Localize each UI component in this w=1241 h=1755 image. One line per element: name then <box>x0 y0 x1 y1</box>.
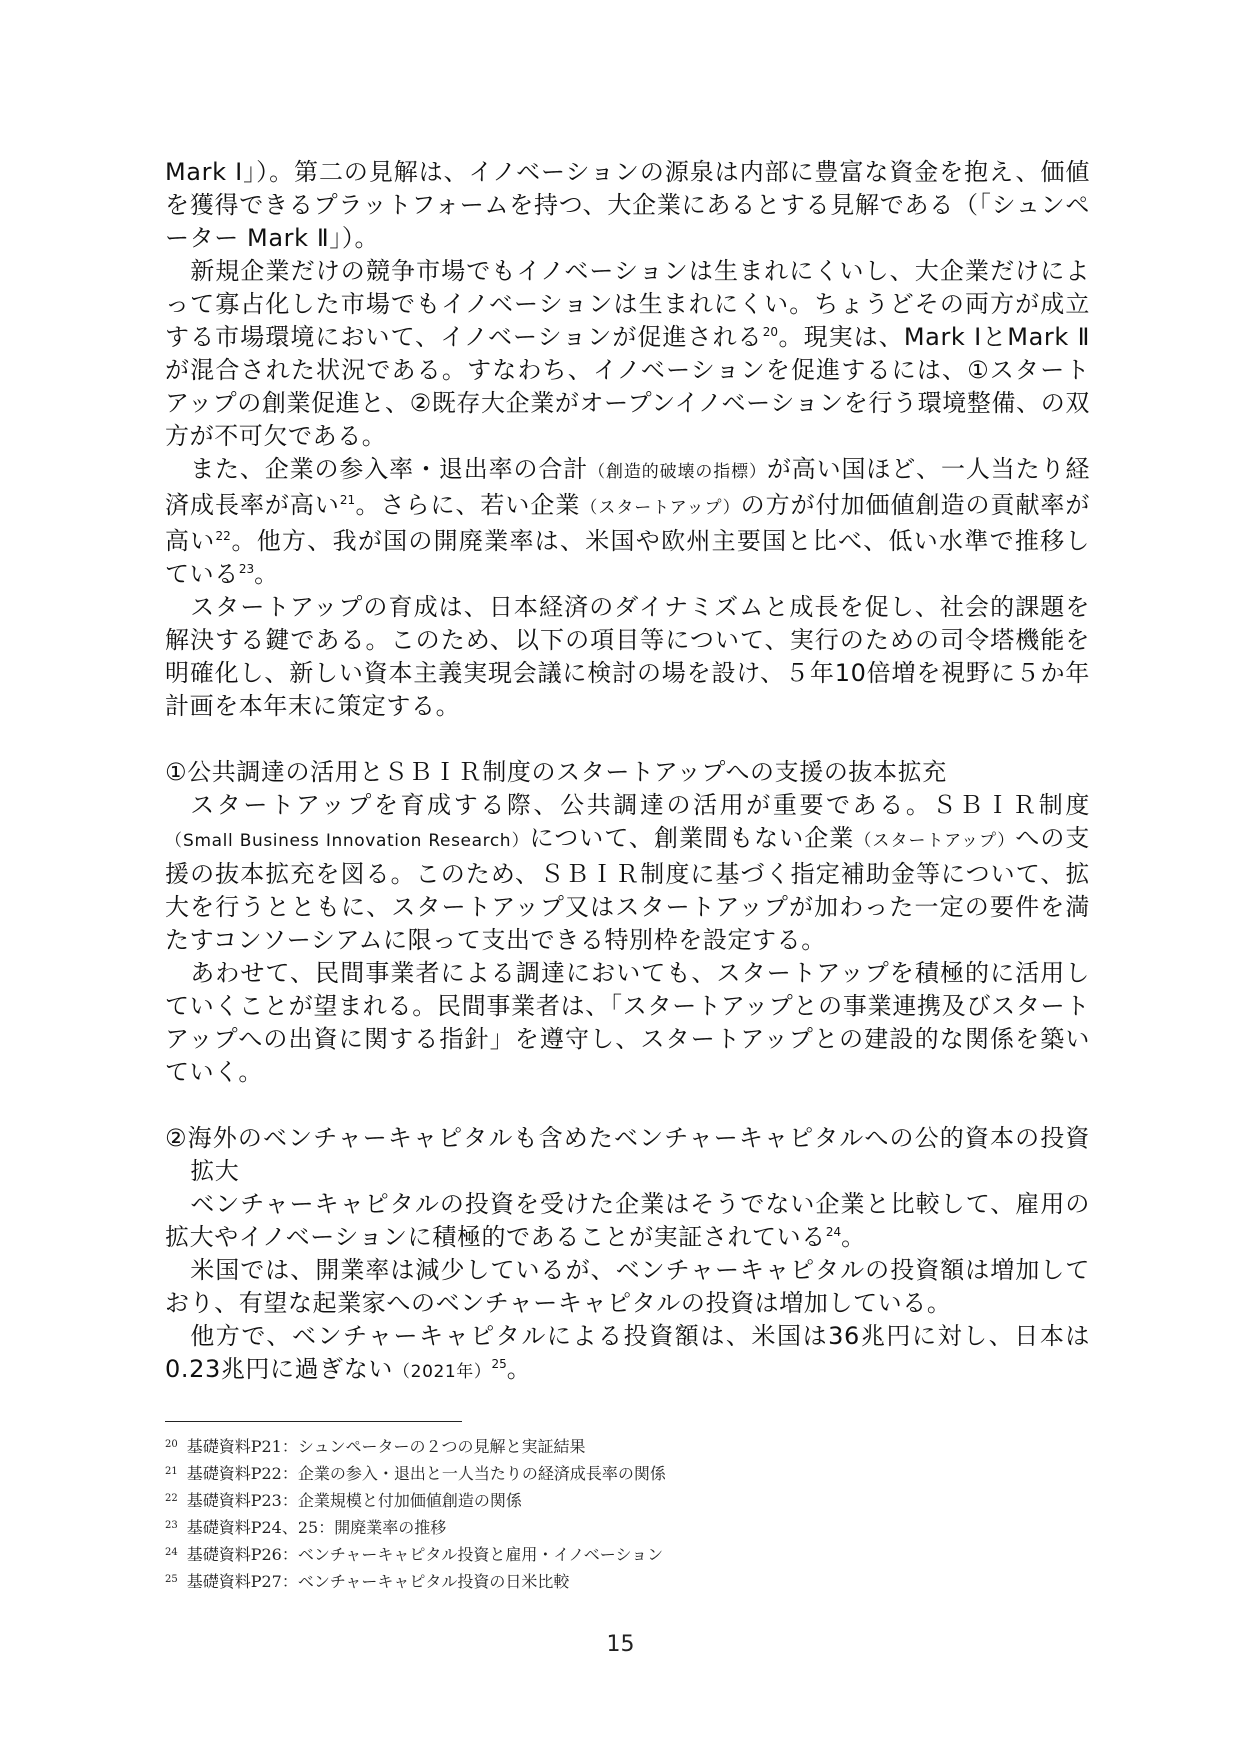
footnote-text: 基礎資料P23：企業規模と付加価値創造の関係 <box>186 1491 522 1510</box>
footnote-ref[interactable]: 20 <box>762 325 779 339</box>
footnote-number: 25 <box>165 1574 178 1585</box>
footnotes <box>165 1432 1090 1594</box>
footnote-text: 基礎資料P26：ベンチャーキャピタル投資と雇用・イノベーション <box>186 1545 664 1564</box>
paragraph-text: 。 <box>841 1223 866 1251</box>
footnote-number: 24 <box>165 1547 178 1558</box>
footnote-item <box>165 1513 1090 1540</box>
paragraph-text: ベンチャーキャピタルの投資を受けた企業はそうでない企業と比較して、雇用の拡大やイノベーションに積極的であることが実証されている <box>165 1190 1090 1251</box>
paragraph-text: について、創業間もない企業 <box>529 824 855 852</box>
paragraph-text: 。他方、我が国の開廃業率は、米国や欧州主要国と比べ、低い水準で推移している <box>165 527 1090 588</box>
parenthetical-note: （スタートアップ） <box>580 498 741 518</box>
blank-line <box>165 723 1090 756</box>
paragraph-text: Mark Ⅰ」）。第二の見解は、イノベーションの源泉は内部に豊富な資金を抱え、価値を獲得できるプラットフォームを持つ、大企業にあるとする見解である（「シュンペーター Mark Ⅱ」）。 <box>165 158 1090 252</box>
paragraph-text: 。さらに、若い企業 <box>355 491 581 519</box>
footnote-text: 基礎資料P27：ベンチャーキャピタル投資の日米比較 <box>186 1572 570 1591</box>
paragraph-text: 。 <box>506 1355 532 1383</box>
footnote-text: 基礎資料P24、25：開廃業率の推移 <box>186 1518 447 1537</box>
footnote-item <box>165 1486 1090 1513</box>
paragraph-vc-comparison <box>165 1320 1090 1389</box>
paragraph-text: スタートアップの育成は、日本経済のダイナミズムと成長を促し、社会的課題を解決する鍵である。このため、以下の項目等について、実行のための司令塔機能を明確化し、新しい資本主義実現会議に検討の場を設け、５年10倍増を視野に５か年計画を本年末に策定する。 <box>165 593 1090 720</box>
paragraph-text: スタートアップを育成する際、公共調達の活用が重要である。ＳＢＩＲ制度 <box>190 791 1090 819</box>
paragraph-private-procurement <box>165 957 1090 1089</box>
footnote-number: 22 <box>165 1493 178 1504</box>
paragraph-text: 。 <box>254 560 279 588</box>
parenthetical-note: （2021年） <box>393 1362 492 1382</box>
footnote-number: 20 <box>165 1439 178 1450</box>
footnote-text: 基礎資料P22：企業の参入・退出と一人当たりの経済成長率の関係 <box>186 1464 666 1483</box>
footnote-item <box>165 1540 1090 1567</box>
footnote-separator <box>165 1421 462 1422</box>
paragraph-text: 他方で、ベンチャーキャピタルによる投資額は、米国は36兆円に対し、日本は0.23兆円に過ぎない <box>165 1322 1090 1383</box>
footnote-item <box>165 1432 1090 1459</box>
footnote-item <box>165 1459 1090 1486</box>
footnote-number: 21 <box>165 1466 178 1477</box>
body-text <box>165 156 1090 1389</box>
paragraph-text: 。現実は、Mark ⅠとMark Ⅱが混合された状況である。すなわち、イノベーションを促進するには、①スタートアップの創業促進と、②既存大企業がオープンイノベーションを行う環境整備、の双方が不可欠である。 <box>165 323 1090 450</box>
paragraph-sbir <box>165 789 1090 957</box>
parenthetical-note: （創造的破壊の指標） <box>588 462 767 482</box>
paragraph-growth <box>165 453 1090 591</box>
paragraph-text: 米国では、開業率は減少しているが、ベンチャーキャピタルの投資額は増加しており、有望な起業家へのベンチャーキャピタルの投資は増加している。 <box>165 1256 1090 1317</box>
footnote-ref[interactable]: 25 <box>491 1357 507 1371</box>
footnote-ref[interactable]: 24 <box>825 1225 842 1239</box>
paragraph-text: あわせて、民間事業者による調達においても、スタートアップを積極的に活用していくことが望まれる。民間事業者は、「スタートアップとの事業連携及びスタートアップへの出資に関する指針」を遵守し、スタートアップとの建設的な関係を築いていく。 <box>165 959 1090 1086</box>
footnote-ref[interactable]: 22 <box>215 529 231 543</box>
section-heading-1: ①公共調達の活用とＳＢＩＲ制度のスタートアップへの支援の抜本拡充 <box>165 758 947 786</box>
paragraph-text: の方が付加価値創造の貢献率が高い <box>165 491 1090 555</box>
footnote-text: 基礎資料P21：シュンペーターの２つの見解と実証結果 <box>186 1437 586 1456</box>
paragraph-continued <box>165 156 1090 255</box>
footnote-ref[interactable]: 23 <box>238 562 255 576</box>
paragraph-text: また、企業の参入率・退出率の合計 <box>190 455 589 483</box>
page-number: 15 <box>606 1632 635 1657</box>
paragraph-startup-plan <box>165 591 1090 723</box>
footnote-ref[interactable]: 21 <box>339 493 356 507</box>
paragraph-text: 新規企業だけの競争市場でもイノベーションは生まれにくいし、大企業だけによって寡占化した市場でもイノベーションは生まれにくい。ちょうどその両方が成立する市場環境において、イノベーションが促進される <box>165 257 1090 351</box>
parenthetical-note: （スタートアップ） <box>854 831 1016 851</box>
paragraph-markets <box>165 255 1090 453</box>
parenthetical-note: （Small Business Innovation Research） <box>165 831 530 851</box>
paragraph-vc-employment <box>165 1188 1090 1254</box>
footnote-number: 23 <box>165 1520 178 1531</box>
footnote-item <box>165 1567 1090 1594</box>
blank-line <box>165 1089 1090 1122</box>
section-heading-2: ②海外のベンチャーキャピタルも含めたベンチャーキャピタルへの公的資本の投資拡大 <box>165 1124 1090 1185</box>
paragraph-text: が高い国ほど、一人当たり経済成長率が高い <box>165 455 1090 519</box>
paragraph-text: への支援の抜本拡充を図る。このため、ＳＢＩＲ制度に基づく指定補助金等について、拡大を行うとともに、スタートアップ又はスタートアップが加わった一定の要件を満たすコンソーシアムに限って支出できる特別枠を設定する。 <box>165 824 1090 954</box>
paragraph-us-vc <box>165 1254 1090 1320</box>
